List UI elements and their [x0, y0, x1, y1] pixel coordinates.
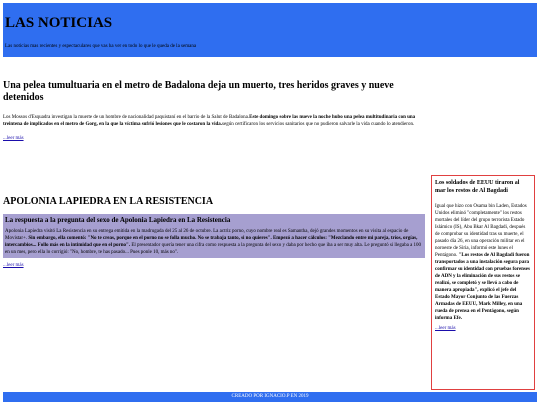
article-subtitle: La respuesta a la pregunta del sexo de Apolonia Lapiedra en La Resistencia: [5, 216, 231, 224]
article-body-tail: según certificaron los servicios sanitarios que no pudieron salvarle la vida cuando lo atendieron.: [222, 122, 415, 127]
sidebar-body: [435, 203, 531, 322]
article-apolonia: [3, 196, 425, 268]
read-more-link[interactable]: ...leer más: [435, 326, 456, 331]
article-body-bold: Este domingo sobre las nueve la noche hubo una pelea multitudinaria con una treintena de implicados en el metro de Gorg, en la que la víctima sufrió lesiones que le costaron la vida.: [3, 115, 416, 127]
article-body: [3, 114, 421, 128]
article-body: [5, 228, 423, 256]
sidebar-body-bold: "Los restos de Al Bagdadi fueron transportados a una instalación segura para confirmar su identidad con pruebas forenses de ADN y la eliminación de sus restos se realizó, se completó y se llevó a cabo de manera apropiada", explicó el jefe del Estado Mayor Conjunto de las Fuerzas Armadas de EEUU, Mark Milley, en una rueda de prensa en el Pentágono, según informa Efe.: [435, 253, 530, 321]
article-body-intro: Apolonia Lapiedra visitó La Resistencia en su entrega emitida en la madrugada del 25 al 26 de octubre. La actriz porno, cuyo nombre real es Samantha, dejó grandes momentos en su visita al espacio de Movistar+.: [5, 229, 409, 241]
site-footer: [3, 392, 537, 402]
read-more-link[interactable]: ...leer más: [3, 136, 24, 141]
article-highlight-box: [3, 214, 425, 258]
sidebar-title: Los soldados de EEUU tiraron al mar los restos de Al Bagdadi: [435, 180, 520, 194]
article-body-plain: Los Mossos d'Esquadra investigan la muerte de un hombre de nacionalidad paquistaní en el barrio de la Salut de Badalona.: [3, 115, 250, 120]
article-title: Una pelea tumultuaria en el metro de Badalona deja un muerto, tres heridos graves y nueve detenidos: [3, 80, 394, 103]
article-title: APOLONIA LAPIEDRA EN LA RESISTENCIA: [3, 196, 214, 207]
site-header: [3, 3, 537, 57]
article-metro-badalona: [3, 80, 421, 141]
sidebar-article-bagdadi: [431, 175, 535, 390]
article-body-tail: El presentador quería tener una cifra como respuesta a la pregunta del sexo y daba por hecho que iba a ser muy alta. Le preguntó si llegaba a 100 en un mes, pero ella lo corrigió: "No, hombre, te has pasado... Pues ponle 10, más no".: [5, 243, 422, 255]
site-title: LAS NOTICIAS: [5, 15, 113, 31]
site-subtitle: Las noticias mas recientes y espectaculares que vas ha ver en todo lo que le queda de la semana: [5, 44, 197, 49]
footer-credit: CREADO POR IGNACIO.P EN 2019: [231, 394, 309, 399]
read-more-link[interactable]: ...leer más: [3, 263, 24, 268]
sidebar-body-plain: Igual que hizo con Osama bin Laden, Estados Unidos eliminó "completamente" los restos mortales del líder del grupo terrorista Estado Islámico (IS), Abu Bkar Al Bagdadi, después de comprobar su identidad tras su muerte, el pasado día 26, en una operación militar en el noroeste de Siria, informó este lunes el Pentágono.: [435, 204, 527, 258]
article-body-bold: Sin embargo, ella comentó: "No te creas, porque en el porno no se folla mucho. No se trabaja tanto, si no quieres". Empezó a hacer cálculos: "Mezclando entre mi pareja, tríos, orgías, intercambios... Follo más en la intimidad que en el porno".: [5, 236, 418, 248]
